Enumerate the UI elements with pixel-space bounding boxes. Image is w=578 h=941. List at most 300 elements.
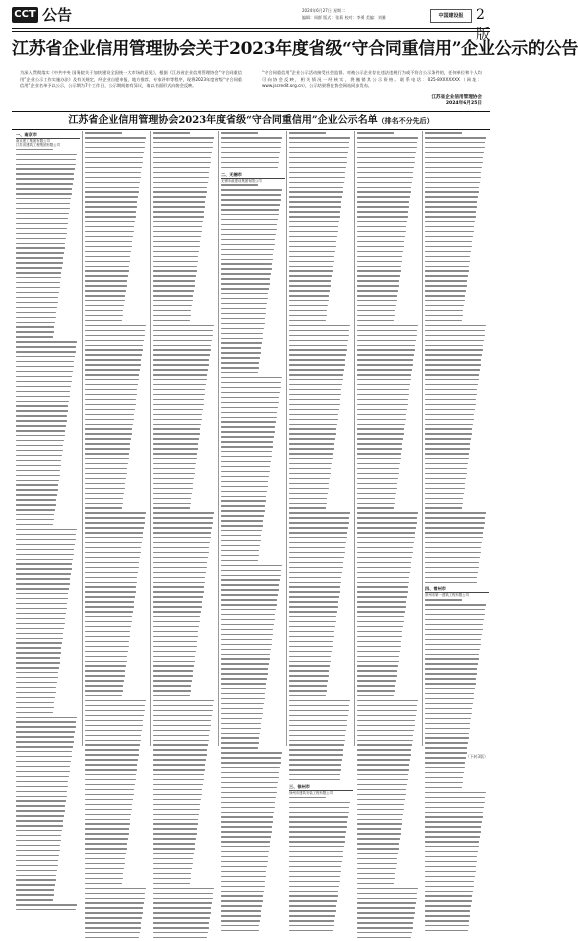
list-entry (289, 537, 353, 541)
list-entry (221, 575, 285, 579)
list-entry (153, 320, 217, 324)
list-entry (221, 560, 285, 564)
list-entry (16, 904, 80, 908)
list-entry (16, 623, 80, 627)
list-entry (85, 606, 149, 610)
list-entry (16, 889, 80, 893)
list-entry (289, 675, 353, 679)
column-body (219, 132, 285, 934)
list-entry (85, 636, 149, 640)
list-entry (357, 369, 421, 373)
list-entry (289, 295, 353, 299)
list-entry (289, 841, 353, 845)
list-entry (153, 409, 217, 413)
list-entry (16, 519, 80, 523)
list-entry (153, 883, 217, 887)
category-heading: 一、南京市 (16, 132, 80, 139)
list-entry (153, 394, 217, 398)
list-entry (289, 552, 353, 556)
list-entry (425, 762, 489, 766)
list-entry (153, 572, 217, 576)
list-entry (85, 710, 149, 714)
list-entry (425, 409, 489, 413)
list-entry (289, 172, 353, 176)
list-entry (289, 665, 353, 669)
list-entry (85, 720, 149, 724)
list-entry (16, 262, 80, 266)
list-entry (153, 517, 217, 521)
list-entry (357, 241, 421, 245)
list-entry (153, 626, 217, 630)
list-entry (16, 356, 80, 360)
list-entry (16, 781, 80, 785)
list-entry (16, 331, 80, 335)
list-entry (425, 930, 489, 934)
list-entry (221, 792, 285, 796)
list-entry (221, 668, 285, 672)
list-entry (221, 644, 285, 648)
list-entry (221, 436, 285, 440)
list-entry (289, 325, 353, 329)
list-entry (425, 639, 489, 643)
list-entry (357, 863, 421, 867)
list-entry (221, 550, 285, 554)
list-entry (357, 907, 421, 911)
list-entry (289, 891, 353, 895)
list-entry (16, 736, 80, 740)
list-entry (153, 715, 217, 719)
list-entry (85, 917, 149, 921)
list-entry (425, 236, 489, 240)
list-entry (289, 582, 353, 586)
list-entry (85, 310, 149, 314)
list-entry (289, 641, 353, 645)
list-entry (357, 399, 421, 403)
list-entry (153, 547, 217, 551)
list-entry (357, 833, 421, 837)
list-entry (221, 426, 285, 430)
list-entry (153, 483, 217, 487)
list-entry (289, 596, 353, 600)
list-entry (16, 652, 80, 656)
list-entry (85, 147, 149, 151)
list-entry (153, 591, 217, 595)
list-entry (357, 507, 421, 511)
list-entry (153, 152, 217, 156)
list-entry (289, 744, 353, 748)
list-entry (16, 845, 80, 849)
list-entry (289, 557, 353, 561)
list-entry (289, 636, 353, 640)
list-entry (221, 244, 285, 248)
section-rule (12, 111, 490, 112)
list-entry (85, 542, 149, 546)
list-entry (357, 522, 421, 526)
list-entry (425, 349, 489, 353)
list-entry (425, 900, 489, 904)
list-entry (85, 428, 149, 432)
list-entry (425, 649, 489, 653)
list-entry (153, 690, 217, 694)
list-entry (221, 147, 285, 151)
list-entry (153, 369, 217, 373)
list-entry (153, 493, 217, 497)
list-entry (153, 774, 217, 778)
list-entry (221, 787, 285, 791)
list-entry (357, 152, 421, 156)
list-entry (357, 853, 421, 857)
list-entry (85, 873, 149, 877)
list-entry (425, 895, 489, 899)
list-entry (357, 898, 421, 902)
list-entry (357, 616, 421, 620)
list-entry (289, 779, 353, 783)
list-entry (357, 656, 421, 660)
list-entry (357, 261, 421, 265)
list-entry (85, 498, 149, 502)
list-entry (85, 725, 149, 729)
list-entry (85, 888, 149, 892)
list-entry (425, 137, 489, 141)
list-entry (289, 266, 353, 270)
list-entry (357, 838, 421, 842)
list-entry (425, 468, 489, 472)
list-entry (153, 379, 217, 383)
list-entry (289, 871, 353, 875)
list-entry (85, 740, 149, 744)
list-entry (357, 458, 421, 462)
list-entry (357, 498, 421, 502)
list-entry (153, 201, 217, 205)
list-entry (221, 747, 285, 751)
list-entry (16, 193, 80, 197)
list-entry (85, 132, 149, 136)
list-entry (85, 438, 149, 442)
list-entry (221, 836, 285, 840)
list-entry (357, 463, 421, 467)
list-entry (357, 340, 421, 344)
list-entry (85, 616, 149, 620)
list-entry (153, 266, 217, 270)
list-entry (289, 236, 353, 240)
list-entry (16, 815, 80, 819)
list-entry (425, 256, 489, 260)
list-entry (153, 137, 217, 141)
list-entry (357, 878, 421, 882)
list-entry: 江苏省建筑工程集团有限公司 (16, 142, 61, 147)
list-entry (85, 330, 149, 334)
list-entry (289, 300, 353, 304)
list-entry (357, 606, 421, 610)
list-entry (153, 261, 217, 265)
list-entry (16, 282, 80, 286)
list-entry (425, 629, 489, 633)
list-entry (221, 594, 285, 598)
list-entry (289, 715, 353, 719)
list-entry (153, 433, 217, 437)
list-entry (289, 769, 353, 773)
list-entry (85, 898, 149, 902)
list-entry (85, 759, 149, 763)
list-entry (85, 774, 149, 778)
list-entry (16, 312, 80, 316)
list-entry (153, 453, 217, 457)
list-entry (425, 493, 489, 497)
list-entry (425, 399, 489, 403)
list-entry (16, 504, 80, 508)
list-entry (221, 486, 285, 490)
list-entry (289, 216, 353, 220)
list-entry (221, 742, 285, 746)
list-entry (153, 542, 217, 546)
list-entry (289, 812, 353, 816)
list-entry (357, 636, 421, 640)
list-entry (221, 619, 285, 623)
list-entry (221, 733, 285, 737)
list-entry (221, 723, 285, 727)
list-entry (425, 473, 489, 477)
list-entry (425, 424, 489, 428)
list-entry (425, 812, 489, 816)
list-entry (425, 320, 489, 324)
list-entry (289, 231, 353, 235)
list-entry (221, 777, 285, 781)
list-entry (85, 345, 149, 349)
list-entry (221, 466, 285, 470)
list-entry (153, 522, 217, 526)
list-entry (85, 626, 149, 630)
list-entry (425, 354, 489, 358)
list-entry (357, 641, 421, 645)
list-entry (357, 310, 421, 314)
list-entry (357, 759, 421, 763)
list-entry (85, 221, 149, 225)
list-entry (289, 836, 353, 840)
list-entry (425, 658, 489, 662)
list-entry (425, 787, 489, 791)
list-entry (425, 821, 489, 825)
list-entry (357, 601, 421, 605)
list-entry (221, 713, 285, 717)
list-entry (425, 152, 489, 156)
list-entry (357, 532, 421, 536)
list-entry (425, 443, 489, 447)
list-entry (425, 876, 489, 880)
list-entry (85, 409, 149, 413)
list-entry (16, 618, 80, 622)
section-title: 公告 (42, 6, 73, 24)
list-entry (85, 932, 149, 936)
list-entry (289, 414, 353, 418)
list-entry (16, 712, 80, 716)
list-entry (153, 290, 217, 294)
list-entry (357, 275, 421, 279)
list-entry (289, 749, 353, 753)
list-entry (153, 364, 217, 368)
list-entry (357, 315, 421, 319)
list-entry (221, 584, 285, 588)
list-entry (289, 443, 353, 447)
list-entry (153, 670, 217, 674)
list-entry (425, 359, 489, 363)
list-entry (357, 246, 421, 250)
list-entry (153, 280, 217, 284)
list-entry (153, 828, 217, 832)
list-entry (85, 251, 149, 255)
list-entry (221, 234, 285, 238)
list-entry (357, 216, 421, 220)
list-entry (289, 690, 353, 694)
list-entry (289, 379, 353, 383)
list-entry (289, 206, 353, 210)
list-entry (425, 285, 489, 289)
list-entry (221, 895, 285, 899)
list-entry (357, 409, 421, 413)
list-entry (85, 483, 149, 487)
list-entry (289, 705, 353, 709)
list-entry (357, 414, 421, 418)
list-entry (425, 737, 489, 741)
list-entry (16, 800, 80, 804)
list-entry (425, 162, 489, 166)
list-entry (425, 767, 489, 771)
list-entry (16, 149, 80, 153)
list-entry (85, 680, 149, 684)
list-entry (153, 848, 217, 852)
list-entry (289, 270, 353, 274)
list-entry (85, 137, 149, 141)
list-entry (289, 369, 353, 373)
list-entry (357, 789, 421, 793)
list-entry (425, 881, 489, 885)
list-entry (85, 809, 149, 813)
list-entry (357, 917, 421, 921)
list-entry (425, 723, 489, 727)
list-entry (153, 384, 217, 388)
list-entry (85, 562, 149, 566)
list-entry (16, 401, 80, 405)
list-entry (153, 256, 217, 260)
list-entry (16, 692, 80, 696)
list-entry (85, 883, 149, 887)
list-entry (16, 588, 80, 592)
list-entry (289, 661, 353, 665)
list-entry (221, 737, 285, 741)
list-entry (289, 512, 353, 516)
list-entry (16, 825, 80, 829)
list-entry (357, 384, 421, 388)
list-entry (16, 549, 80, 553)
list-entry (289, 359, 353, 363)
list-entry (16, 633, 80, 637)
list-entry (357, 730, 421, 734)
list-column-7 (422, 131, 489, 746)
list-entry (85, 611, 149, 615)
list-entry (357, 661, 421, 665)
list-column-6 (354, 131, 421, 746)
list-entry (221, 579, 285, 583)
list-entry (16, 287, 80, 291)
list-entry (221, 530, 285, 534)
list-entry (221, 649, 285, 653)
list-entry (221, 162, 285, 166)
list-entry (153, 196, 217, 200)
list-entry (425, 599, 489, 603)
list-entry (85, 858, 149, 862)
list-entry (153, 285, 217, 289)
list-entry (425, 300, 489, 304)
list-entry (289, 157, 353, 161)
list-entry (16, 741, 80, 745)
list-entry (289, 468, 353, 472)
list-entry (357, 206, 421, 210)
list-entry (85, 735, 149, 739)
list-entry (153, 270, 217, 274)
list-entry (221, 688, 285, 692)
list-entry (425, 527, 489, 531)
list-entry (289, 364, 353, 368)
list-entry (153, 819, 217, 823)
list-entry (153, 211, 217, 215)
list-entry (425, 275, 489, 279)
list-entry (221, 333, 285, 337)
list-entry (16, 840, 80, 844)
list-entry (221, 831, 285, 835)
list-entry (221, 510, 285, 514)
list-entry (289, 626, 353, 630)
list-entry (153, 863, 217, 867)
list-entry (357, 305, 421, 309)
list-entry (425, 836, 489, 840)
list-entry (153, 172, 217, 176)
list-entry (425, 325, 489, 329)
list-entry (85, 577, 149, 581)
list-entry (153, 725, 217, 729)
list-entry (425, 861, 489, 865)
list-entry (85, 814, 149, 818)
list-entry (85, 325, 149, 329)
list-entry (153, 893, 217, 897)
list-entry (289, 725, 353, 729)
list-entry (85, 695, 149, 699)
list-entry (289, 542, 353, 546)
list-entry (221, 930, 285, 934)
list-entry (85, 794, 149, 798)
list-entry (153, 236, 217, 240)
list-entry (357, 912, 421, 916)
list-entry (221, 273, 285, 277)
list-entry (16, 524, 80, 528)
list-entry (357, 848, 421, 852)
list-entry (425, 246, 489, 250)
list-entry (357, 670, 421, 674)
list-entry (221, 357, 285, 361)
list-entry (221, 900, 285, 904)
list-entry (221, 303, 285, 307)
list-entry (425, 419, 489, 423)
list-entry (289, 285, 353, 289)
list-entry (289, 532, 353, 536)
list-entry (85, 389, 149, 393)
list-entry (16, 702, 80, 706)
list-entry (357, 290, 421, 294)
list-entry (153, 858, 217, 862)
list-entry (357, 749, 421, 753)
list-entry (357, 270, 421, 274)
list-entry (425, 266, 489, 270)
list-entry (221, 782, 285, 786)
list-entry (289, 483, 353, 487)
